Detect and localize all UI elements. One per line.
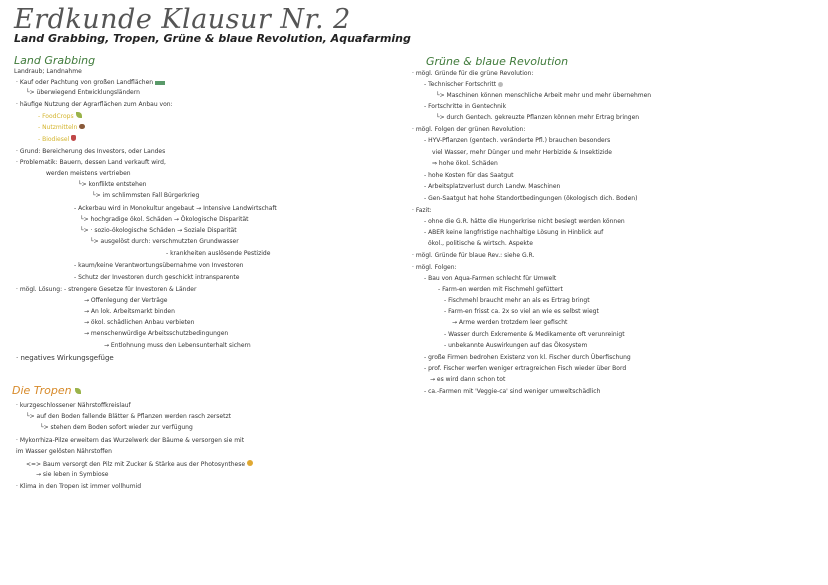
rev-line: · Fazit: xyxy=(412,207,432,214)
lg-line: - kaum/keine Verantwortungsübernahme von Investoren xyxy=(74,262,244,269)
rev-line: - HYV-Pflanzen (gentech. veränderte Pfl.) brauchen besonders xyxy=(424,137,611,144)
rev-line: - ABER keine langfristige nachhaltige Lösung in Hinblick auf xyxy=(424,229,604,236)
drop-icon xyxy=(71,135,76,141)
rev-line: - Arbeitsplatzverlust durch Landw. Maschinen xyxy=(424,183,561,190)
rev-line: - Fischmehl braucht mehr an als es Ertrag bringt xyxy=(444,297,590,304)
rev-line: - große Firmen bedrohen Existenz von kl. Fischer durch Überfischung xyxy=(424,354,631,361)
page-title: Erdkunde Klausur Nr. 2 xyxy=(14,4,351,35)
rev-line: ökol., politische & wirtsch. Aspekte xyxy=(428,240,533,247)
lg-line: - FoodCrops xyxy=(38,112,82,120)
lg-line: - krankheiten auslösende Pestizide xyxy=(166,250,271,257)
rev-line: - Wasser durch Exkremente & Medikamente oft verunreinigt xyxy=(444,331,625,338)
lg-line: └> ausgelöst durch: verschmutzten Grundwasser xyxy=(90,238,239,245)
rev-line: - unbekannte Auswirkungen auf das Ökosystem xyxy=(444,342,588,349)
tropen-line: · kurzgeschlossener Nährstoffkreislauf xyxy=(16,402,131,409)
page-subtitle: Land Grabbing, Tropen, Grüne & blaue Revolution, Aquafarming xyxy=(14,32,411,45)
lg-line: werden meistens vertrieben xyxy=(46,170,131,177)
lg-line: · negatives Wirkungsgefüge xyxy=(16,354,114,362)
smile-icon xyxy=(247,460,253,466)
lg-line: - Biodiesel xyxy=(38,135,76,143)
land-grabbing-sub: Landraub; Landnahme xyxy=(14,68,82,75)
tropen-heading: Die Tropen xyxy=(12,384,81,397)
lg-line: · häufige Nutzung der Agrarflächen zum Anbau von: xyxy=(16,101,173,108)
rev-line: - Bau von Aqua-Farmen schlecht für Umwelt xyxy=(424,275,557,282)
lg-line: · Kauf oder Pachtung von großen Landflächen xyxy=(16,79,165,86)
tropen-line: · Klima in den Tropen ist immer vollhumid xyxy=(16,483,142,490)
lg-line: → Offenlegung der Verträge xyxy=(84,297,168,304)
rev-line: └> Maschinen können menschliche Arbeit mehr und mehr übernehmen xyxy=(436,92,652,99)
tropen-line: <=> Baum versorgt den Pilz mit Zucker & Stärke aus der Photosynthese xyxy=(26,460,253,468)
rev-line: ⇒ hohe ökol. Schäden xyxy=(432,160,498,167)
lg-line: → ökol. schädlichen Anbau verbieten xyxy=(84,319,195,326)
lg-line: └> im schlimmsten Fall Bürgerkrieg xyxy=(92,192,200,199)
rev-line: · mögl. Folgen der grünen Revolution: xyxy=(412,126,526,133)
lg-line: - Schutz der Investoren durch geschickt intransparente xyxy=(74,274,240,281)
rev-line: - Farm-en werden mit Fischmehl gefüttert xyxy=(438,286,563,293)
gear-icon xyxy=(498,82,503,87)
flag-icon xyxy=(155,81,165,85)
land-grabbing-heading: Land Grabbing xyxy=(14,54,96,67)
lg-line: → An lok. Arbeitsmarkt binden xyxy=(84,308,175,315)
rev-line: - ca.-Farmen mit 'Veggie-ca' sind weniger umweltschädlich xyxy=(424,388,601,395)
lg-line: └> konflikte entstehen xyxy=(78,181,147,188)
tropen-line: → sie leben in Symbiose xyxy=(36,471,109,478)
lg-line: · mögl. Lösung: - strengere Gesetze für Investoren & Länder xyxy=(16,286,197,293)
rev-line: - Technischer Fortschritt xyxy=(424,81,503,88)
lg-line: └> · sozio-ökologische Schäden → Soziale Disparität xyxy=(80,227,237,234)
rev-line: → Arme werden trotzdem leer gefischt xyxy=(452,319,568,326)
leaf-icon xyxy=(76,112,82,118)
lg-line: → Entlohnung muss den Lebensunterhalt sichern xyxy=(104,342,251,349)
lg-line: · Grund: Bereicherung des Investors, oder Landes xyxy=(16,148,166,155)
rev-line: └> durch Gentech. gekreuzte Pflanzen können mehr Ertrag bringen xyxy=(436,114,640,121)
rev-line: - Fortschritte in Gentechnik xyxy=(424,103,507,110)
rev-line: - Farm-en frisst ca. 2x so viel an wie es selbst wiegt xyxy=(444,308,599,315)
tropen-line: └> auf den Boden fallende Blätter & Pflanzen werden rasch zersetzt xyxy=(26,413,231,420)
rev-line: - ohne die G.R. hätte die Hungerkrise nicht besiegt werden können xyxy=(424,218,625,225)
revolution-heading: Grüne & blaue Revolution xyxy=(426,55,569,68)
lg-line: - Nutzmitteln xyxy=(38,124,85,131)
plant-icon xyxy=(75,388,81,394)
rev-line: - prof. Fischer werfen weniger ertragreichen Fisch wieder über Bord xyxy=(424,365,627,372)
nut-icon xyxy=(79,124,85,129)
lg-line: └> überwiegend Entwicklungsländern xyxy=(26,89,140,96)
rev-line: · mögl. Gründe für blaue Rev.: siehe G.R. xyxy=(412,252,535,259)
rev-line: · mögl. Folgen: xyxy=(412,264,457,271)
rev-line: → es wird dann schon tot xyxy=(430,376,506,383)
tropen-line: · Mykorrhiza-Pilze erweitern das Wurzelwerk der Bäume & versorgen sie mit xyxy=(16,437,245,444)
tropen-line: └> stehen dem Boden sofort wieder zur verfügung xyxy=(40,424,193,431)
lg-line: - Ackerbau wird in Monokultur angebaut → Intensive Landwirtschaft xyxy=(74,205,277,212)
rev-line: viel Wasser, mehr Dünger und mehr Herbizide & Insektizide xyxy=(432,149,612,156)
lg-line: · Problematik: Bauern, dessen Land verkauft wird, xyxy=(16,159,166,166)
rev-line: - hohe Kosten für das Saatgut xyxy=(424,172,514,179)
rev-line: - Gen-Saatgut hat hohe Standortbedingungen (ökologisch dich. Boden) xyxy=(424,195,638,202)
lg-line: → menschenwürdige Arbeitsschutzbedingungen xyxy=(84,330,229,337)
lg-line: └> hochgradige ökol. Schäden → Ökologische Disparität xyxy=(80,216,249,223)
tropen-line: im Wasser gelösten Nährstoffen xyxy=(16,448,112,455)
rev-line: · mögl. Gründe für die grüne Revolution: xyxy=(412,70,534,77)
